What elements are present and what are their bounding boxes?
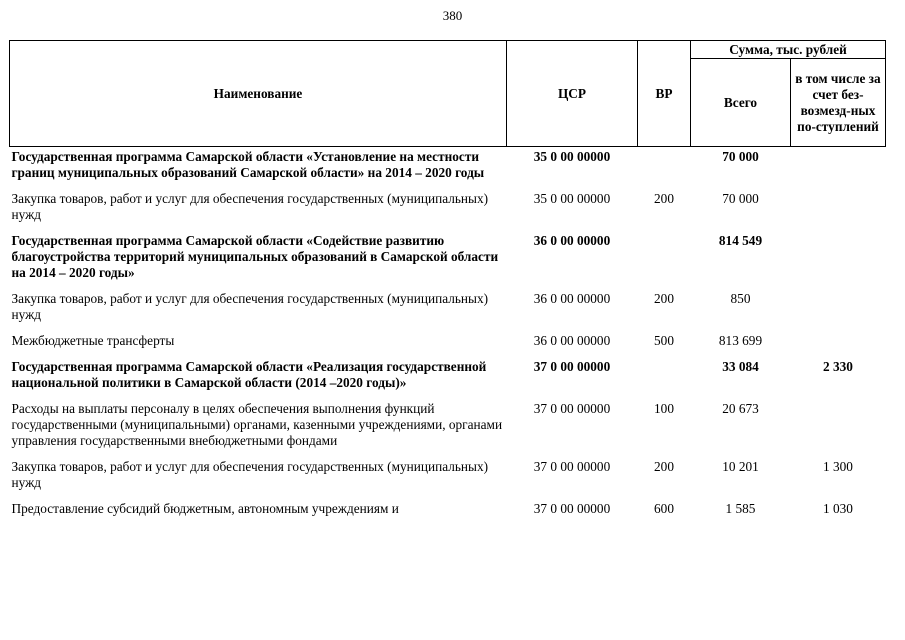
row-gratuitous: 1 030 xyxy=(823,501,853,516)
row-vr xyxy=(638,147,691,190)
row-gratuitous xyxy=(791,331,886,357)
header-name: Наименование xyxy=(10,41,507,147)
page-number: 380 xyxy=(442,8,463,23)
header-gratuitous: в том числе за счет без-возмезд-ных по-ступлений xyxy=(791,59,886,147)
row-csr: 36 0 00 00000 xyxy=(533,291,611,306)
row-gratuitous xyxy=(791,189,886,231)
row-csr: 36 0 00 00000 xyxy=(533,233,611,248)
row-total: 1 585 xyxy=(725,501,756,516)
row-gratuitous: 2 330 xyxy=(823,359,853,374)
header-total: Всего xyxy=(691,59,791,147)
row-vr: 200 xyxy=(654,459,674,474)
row-name: Закупка товаров, работ и услуг для обеспечения государственных (муниципальных) нужд xyxy=(11,459,489,490)
row-gratuitous xyxy=(791,231,886,289)
row-csr: 35 0 00 00000 xyxy=(533,191,611,206)
table-row xyxy=(10,499,886,525)
row-csr: 37 0 00 00000 xyxy=(533,459,611,474)
row-gratuitous xyxy=(791,147,886,190)
table-row xyxy=(10,189,886,231)
row-total: 10 201 xyxy=(722,459,759,474)
row-csr: 36 0 00 00000 xyxy=(533,333,611,348)
row-vr: 200 xyxy=(654,191,674,206)
row-name: Межбюджетные трансферты xyxy=(11,333,175,348)
table-row xyxy=(10,457,886,499)
header-sum-group: Сумма, тыс. рублей xyxy=(691,41,886,59)
table-row xyxy=(10,289,886,331)
row-name: Предоставление субсидий бюджетным, автономным учреждениям и xyxy=(11,501,399,516)
row-name: Государственная программа Самарской области «Установление на местности границ муниципальных образований Самарской области» на 2014 – 2020 годы xyxy=(11,149,485,180)
budget-table xyxy=(9,40,886,525)
row-csr: 37 0 00 00000 xyxy=(533,401,611,416)
table-row xyxy=(10,357,886,399)
row-csr: 37 0 00 00000 xyxy=(533,359,611,374)
row-name: Государственная программа Самарской области «Реализация государственной национальной политики в Самарской области (2014 –2020 годы)» xyxy=(11,359,487,390)
table-body xyxy=(10,147,886,526)
row-name: Государственная программа Самарской области «Содействие развитию благоустройства территорий муниципальных образований в Самарской области на 2014 – 2020 годы» xyxy=(11,233,499,280)
row-vr xyxy=(638,357,691,399)
table-row xyxy=(10,231,886,289)
header-csr: ЦСР xyxy=(507,41,638,147)
row-vr: 600 xyxy=(654,501,674,516)
row-name: Закупка товаров, работ и услуг для обеспечения государственных (муниципальных) нужд xyxy=(11,291,489,322)
row-total: 850 xyxy=(730,291,751,306)
row-total: 33 084 xyxy=(722,359,759,374)
row-name: Расходы на выплаты персоналу в целях обеспечения выполнения функций государственными (муниципальными) органами, казенными учреждениями, органами управления государственными внебюджетными фондами xyxy=(11,401,503,448)
table-row xyxy=(10,147,886,190)
row-total: 20 673 xyxy=(722,401,759,416)
row-total: 814 549 xyxy=(718,233,763,248)
row-vr: 500 xyxy=(654,333,674,348)
row-total: 70 000 xyxy=(722,191,759,206)
header-vr: ВР xyxy=(638,41,691,147)
row-vr xyxy=(638,231,691,289)
row-total: 70 000 xyxy=(722,149,759,164)
row-vr: 200 xyxy=(654,291,674,306)
row-gratuitous: 1 300 xyxy=(823,459,853,474)
row-name: Закупка товаров, работ и услуг для обеспечения государственных (муниципальных) нужд xyxy=(11,191,489,222)
row-csr: 35 0 00 00000 xyxy=(533,149,611,164)
row-gratuitous xyxy=(791,399,886,457)
table-row xyxy=(10,331,886,357)
row-csr: 37 0 00 00000 xyxy=(533,501,611,516)
row-vr: 100 xyxy=(654,401,674,416)
row-total: 813 699 xyxy=(718,333,763,348)
table-row xyxy=(10,399,886,457)
row-gratuitous xyxy=(791,289,886,331)
